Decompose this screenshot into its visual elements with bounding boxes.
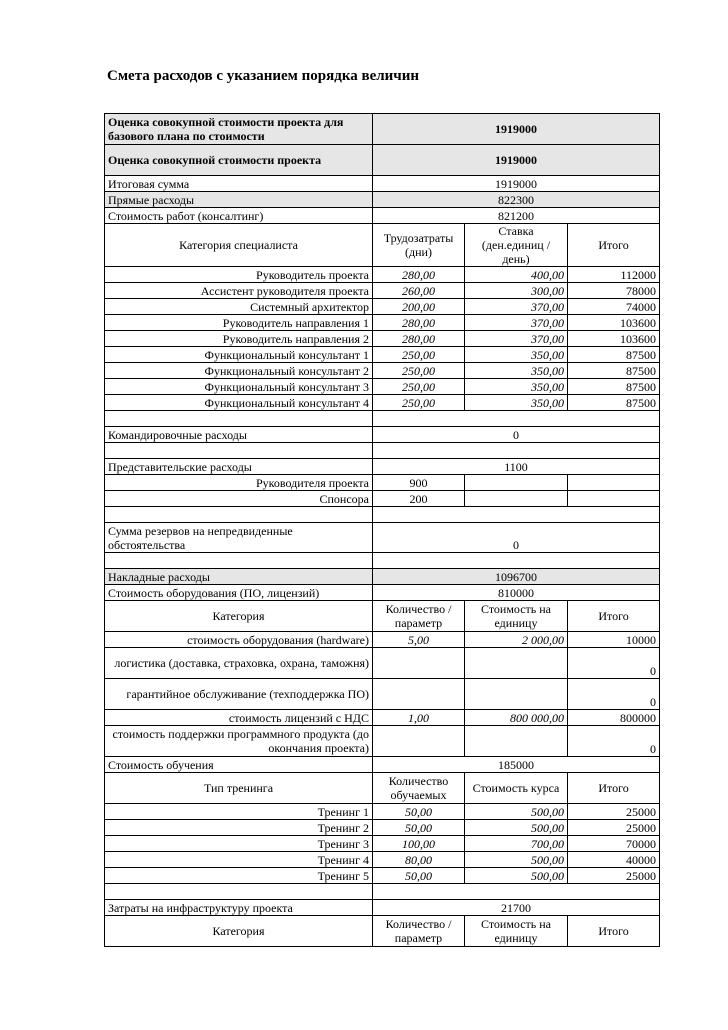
equipment-item-total: 10000 xyxy=(568,632,660,648)
specialist-name: Функциональный консультант 2 xyxy=(105,363,373,379)
overhead-label: Накладные расходы xyxy=(105,569,373,585)
spacer-row xyxy=(105,443,660,459)
training-item-row xyxy=(105,852,660,868)
infrastructure-header-total: Итого xyxy=(568,916,660,947)
estimate-table xyxy=(104,113,660,947)
training-item-name: Тренинг 3 xyxy=(105,836,373,852)
training-value: 185000 xyxy=(373,757,660,773)
specialist-days: 260,00 xyxy=(373,283,465,299)
total-base-value: 1919000 xyxy=(373,114,660,145)
consulting-item-row xyxy=(105,315,660,331)
training-header-cost: Стоимость курса xyxy=(465,773,568,804)
specialist-days: 250,00 xyxy=(373,347,465,363)
consulting-item-row xyxy=(105,379,660,395)
reserve-value: 0 xyxy=(373,523,660,553)
specialist-days: 280,00 xyxy=(373,267,465,283)
equipment-item-name: гарантийное обслуживание (техподдержка ПО) xyxy=(105,679,373,710)
spacer-row xyxy=(105,507,660,523)
specialist-rate: 350,00 xyxy=(465,363,568,379)
representation-rows xyxy=(105,475,660,507)
consulting-item-row xyxy=(105,363,660,379)
total-base-row xyxy=(105,114,660,145)
total-row xyxy=(105,145,660,176)
representation-value: 1100 xyxy=(373,459,660,475)
equipment-item-qty: 5,00 xyxy=(373,632,465,648)
specialist-total: 74000 xyxy=(568,299,660,315)
document-title: Смета расходов с указанием порядка величин xyxy=(107,68,420,84)
specialist-name: Функциональный консультант 1 xyxy=(105,347,373,363)
equipment-item-unit: 2 000,00 xyxy=(465,632,568,648)
specialist-rate: 350,00 xyxy=(465,347,568,363)
consulting-item-row xyxy=(105,395,660,411)
specialist-name: Руководитель направления 2 xyxy=(105,331,373,347)
infrastructure-header-category: Категория xyxy=(105,916,373,947)
equipment-item-name: стоимость поддержки программного продукта (до окончания проекта) xyxy=(105,726,373,757)
specialist-total: 78000 xyxy=(568,283,660,299)
training-item-total: 25000 xyxy=(568,804,660,820)
equipment-item-name: стоимость лицензий с НДС xyxy=(105,710,373,726)
equipment-item-total: 0 xyxy=(568,648,660,679)
equipment-header-qty: Количество / параметр xyxy=(373,601,465,632)
specialist-total: 87500 xyxy=(568,347,660,363)
total-value: 1919000 xyxy=(373,145,660,176)
specialist-days: 250,00 xyxy=(373,363,465,379)
infrastructure-header-row xyxy=(105,916,660,947)
spacer-row xyxy=(105,411,660,427)
consulting-item-row xyxy=(105,299,660,315)
training-item-cost: 700,00 xyxy=(465,836,568,852)
specialist-days: 250,00 xyxy=(373,379,465,395)
training-header-type: Тип тренинга xyxy=(105,773,373,804)
training-header-total: Итого xyxy=(568,773,660,804)
training-item-cost: 500,00 xyxy=(465,804,568,820)
training-item-name: Тренинг 2 xyxy=(105,820,373,836)
equipment-rows xyxy=(105,632,660,757)
representation-item-name: Спонсора xyxy=(105,491,373,507)
specialist-days: 280,00 xyxy=(373,331,465,347)
representation-item-value: 900 xyxy=(373,475,465,491)
specialist-days: 200,00 xyxy=(373,299,465,315)
consulting-rows xyxy=(105,267,660,411)
equipment-item-total: 0 xyxy=(568,679,660,710)
specialist-rate: 370,00 xyxy=(465,315,568,331)
training-item-row xyxy=(105,868,660,884)
equipment-header-category: Категория xyxy=(105,601,373,632)
training-item-row xyxy=(105,820,660,836)
infrastructure-row xyxy=(105,900,660,916)
training-item-count: 80,00 xyxy=(373,852,465,868)
specialist-rate: 400,00 xyxy=(465,267,568,283)
specialist-name: Руководитель проекта xyxy=(105,267,373,283)
total-base-label: Оценка совокупной стоимости проекта для базового плана по стоимости xyxy=(105,114,373,145)
training-item-cost: 500,00 xyxy=(465,852,568,868)
consulting-item-row xyxy=(105,283,660,299)
infrastructure-value: 21700 xyxy=(373,900,660,916)
equipment-item-unit xyxy=(465,648,568,679)
consulting-row xyxy=(105,208,660,224)
specialist-total: 112000 xyxy=(568,267,660,283)
training-item-name: Тренинг 4 xyxy=(105,852,373,868)
specialist-rate: 350,00 xyxy=(465,379,568,395)
infrastructure-header-unit: Стоимость на единицу xyxy=(465,916,568,947)
training-item-count: 50,00 xyxy=(373,820,465,836)
equipment-item-qty xyxy=(373,679,465,710)
training-item-cost: 500,00 xyxy=(465,820,568,836)
representation-item-value: 200 xyxy=(373,491,465,507)
equipment-header-total: Итого xyxy=(568,601,660,632)
specialist-total: 87500 xyxy=(568,395,660,411)
reserve-row xyxy=(105,523,660,553)
equipment-header-row xyxy=(105,601,660,632)
training-item-count: 100,00 xyxy=(373,836,465,852)
specialist-rate: 350,00 xyxy=(465,395,568,411)
training-item-total: 70000 xyxy=(568,836,660,852)
equipment-item-row xyxy=(105,648,660,679)
equipment-item-qty: 1,00 xyxy=(373,710,465,726)
direct-row xyxy=(105,192,660,208)
training-item-total: 25000 xyxy=(568,868,660,884)
direct-value: 822300 xyxy=(373,192,660,208)
specialist-name: Системный архитектор xyxy=(105,299,373,315)
training-item-row xyxy=(105,836,660,852)
specialist-days: 280,00 xyxy=(373,315,465,331)
specialist-name: Ассистент руководителя проекта xyxy=(105,283,373,299)
infrastructure-header-qty: Количество / параметр xyxy=(373,916,465,947)
training-header-row xyxy=(105,773,660,804)
training-item-count: 50,00 xyxy=(373,804,465,820)
specialist-name: Функциональный консультант 4 xyxy=(105,395,373,411)
training-row xyxy=(105,757,660,773)
specialist-total: 103600 xyxy=(568,315,660,331)
representation-row xyxy=(105,459,660,475)
training-item-name: Тренинг 5 xyxy=(105,868,373,884)
sum-row xyxy=(105,176,660,192)
equipment-item-row xyxy=(105,726,660,757)
equipment-item-total: 800000 xyxy=(568,710,660,726)
equipment-value: 810000 xyxy=(373,585,660,601)
specialist-name: Функциональный консультант 3 xyxy=(105,379,373,395)
consulting-header-total: Итого xyxy=(568,224,660,267)
overhead-value: 1096700 xyxy=(373,569,660,585)
equipment-label: Стоимость оборудования (ПО, лицензий) xyxy=(105,585,373,601)
equipment-item-unit: 800 000,00 xyxy=(465,710,568,726)
equipment-item-total: 0 xyxy=(568,726,660,757)
training-item-name: Тренинг 1 xyxy=(105,804,373,820)
consulting-value: 821200 xyxy=(373,208,660,224)
travel-row xyxy=(105,427,660,443)
equipment-item-qty xyxy=(373,726,465,757)
representation-item-name: Руководителя проекта xyxy=(105,475,373,491)
specialist-total: 87500 xyxy=(568,363,660,379)
equipment-item-row xyxy=(105,679,660,710)
specialist-name: Руководитель направления 1 xyxy=(105,315,373,331)
spacer-row xyxy=(105,553,660,569)
training-item-total: 40000 xyxy=(568,852,660,868)
training-item-row xyxy=(105,804,660,820)
consulting-header-category: Категория специалиста xyxy=(105,224,373,267)
equipment-row xyxy=(105,585,660,601)
specialist-rate: 370,00 xyxy=(465,299,568,315)
consulting-header-rate: Ставка (ден.единиц / день) xyxy=(465,224,568,267)
training-rows xyxy=(105,804,660,884)
consulting-header-row xyxy=(105,224,660,267)
representation-label: Представительские расходы xyxy=(105,459,373,475)
specialist-total: 87500 xyxy=(568,379,660,395)
sum-value: 1919000 xyxy=(373,176,660,192)
reserve-label: Сумма резервов на непредвиденные обстоятельства xyxy=(105,523,373,553)
spacer-row xyxy=(105,884,660,900)
specialist-days: 250,00 xyxy=(373,395,465,411)
infrastructure-label: Затраты на инфраструктуру проекта xyxy=(105,900,373,916)
consulting-header-effort: Трудозатраты (дни) xyxy=(373,224,465,267)
travel-value: 0 xyxy=(373,427,660,443)
equipment-item-row xyxy=(105,632,660,648)
equipment-item-unit xyxy=(465,726,568,757)
specialist-rate: 370,00 xyxy=(465,331,568,347)
consulting-label: Стоимость работ (консалтинг) xyxy=(105,208,373,224)
specialist-total: 103600 xyxy=(568,331,660,347)
consulting-item-row xyxy=(105,347,660,363)
equipment-item-qty xyxy=(373,648,465,679)
travel-label: Командировочные расходы xyxy=(105,427,373,443)
training-item-cost: 500,00 xyxy=(465,868,568,884)
equipment-item-name: стоимость оборудования (hardware) xyxy=(105,632,373,648)
sum-label: Итоговая сумма xyxy=(105,176,373,192)
training-label: Стоимость обучения xyxy=(105,757,373,773)
equipment-item-row xyxy=(105,710,660,726)
consulting-item-row xyxy=(105,267,660,283)
equipment-item-unit xyxy=(465,679,568,710)
total-label: Оценка совокупной стоимости проекта xyxy=(105,145,373,176)
representation-item-row xyxy=(105,475,660,491)
training-item-count: 50,00 xyxy=(373,868,465,884)
overhead-row xyxy=(105,569,660,585)
training-header-count: Количество обучаемых xyxy=(373,773,465,804)
training-item-total: 25000 xyxy=(568,820,660,836)
representation-item-row xyxy=(105,491,660,507)
consulting-item-row xyxy=(105,331,660,347)
specialist-rate: 300,00 xyxy=(465,283,568,299)
direct-label: Прямые расходы xyxy=(105,192,373,208)
equipment-item-name: логистика (доставка, страховка, охрана, таможня) xyxy=(105,648,373,679)
equipment-header-unit: Стоимость на единицу xyxy=(465,601,568,632)
